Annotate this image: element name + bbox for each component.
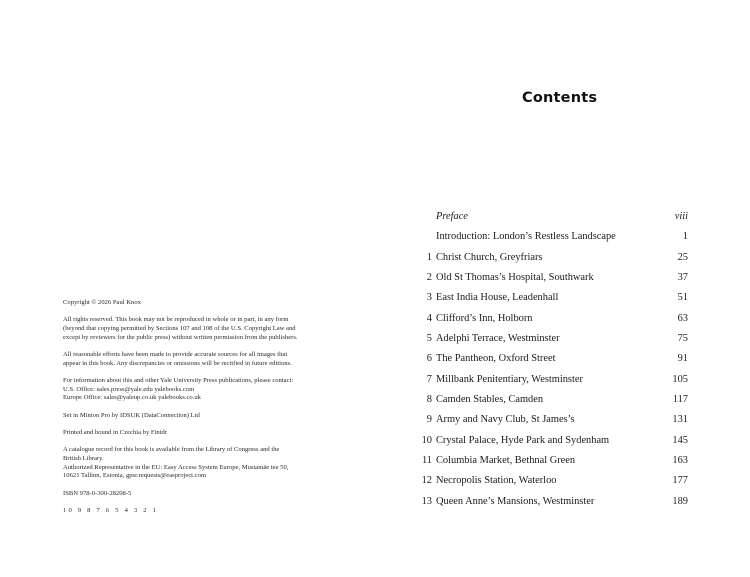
toc-entry-title: The Pantheon, Oxford Street bbox=[436, 353, 556, 365]
imprint-paragraph bbox=[63, 446, 333, 481]
imprint-line: U.S. Office: sales.press@yale.edu yalebooks.com bbox=[63, 385, 195, 393]
imprint-paragraph bbox=[63, 316, 333, 342]
toc-entry-page: 163 bbox=[672, 455, 688, 467]
toc-entry bbox=[410, 309, 688, 329]
toc-entry-page: 177 bbox=[672, 475, 688, 487]
toc-entry-page: 105 bbox=[672, 373, 688, 385]
toc-entry-number: 5 bbox=[426, 333, 432, 345]
toc-entry bbox=[410, 207, 688, 227]
imprint-line: Authorized Representative in the EU: Easy Access System Europe, Mustamäe tee 50, bbox=[63, 463, 289, 471]
imprint-paragraph bbox=[63, 377, 333, 403]
toc-entry-page: 75 bbox=[677, 333, 688, 345]
toc-entry-page: 131 bbox=[672, 414, 688, 426]
imprint-line: except by reviewers for the public press) without written permission from the publishers. bbox=[63, 333, 298, 341]
toc-entry-number: 4 bbox=[426, 312, 432, 324]
imprint-line: British Library. bbox=[63, 455, 104, 462]
toc-entry bbox=[410, 288, 688, 308]
toc-entry-page: 51 bbox=[677, 292, 688, 304]
toc-entry-title: Clifford’s Inn, Holborn bbox=[436, 312, 533, 324]
imprint-line: Europe Office: sales@yaleup.co.uk yalebooks.co.uk bbox=[63, 394, 201, 402]
toc-entry bbox=[410, 370, 688, 390]
toc-entry-title: Millbank Penitentiary, Westminster bbox=[436, 373, 583, 385]
imprint-paragraph bbox=[63, 490, 333, 499]
toc-entry-title: Columbia Market, Bethnal Green bbox=[436, 455, 576, 467]
imprint-line: All rights reserved. This book may not be reproduced in whole or in part, in any form bbox=[63, 316, 289, 324]
toc-entry bbox=[410, 248, 688, 268]
imprint-line: A catalogue record for this book is available from the Library of Congress and the bbox=[63, 446, 280, 454]
imprint-line: appear in this book. Any discrepancies or omissions will be rectified in future editions. bbox=[63, 359, 292, 367]
toc-entry-title: Crystal Palace, Hyde Park and Sydenham bbox=[436, 434, 610, 446]
toc-entry-page: 37 bbox=[677, 272, 688, 284]
toc-entry-number: 3 bbox=[426, 292, 432, 304]
imprint-line: For information about this and other Yale University Press publications, please contact: bbox=[63, 377, 294, 384]
toc-entry-page: viii bbox=[674, 211, 688, 222]
toc-entry-page: 189 bbox=[672, 495, 688, 507]
imprint-block bbox=[63, 299, 333, 524]
toc-entry bbox=[410, 410, 688, 430]
imprint-paragraph bbox=[63, 507, 333, 516]
imprint-line: (beyond that copying permitted by Sections 107 and 108 of the U.S. Copyright Law and bbox=[63, 325, 296, 332]
toc-entry bbox=[410, 431, 688, 451]
toc-entry-title: Christ Church, Greyfriars bbox=[436, 251, 543, 263]
imprint-line: Printed and bound in Czechia by Finidr bbox=[63, 429, 168, 436]
toc-entry bbox=[410, 451, 688, 471]
toc-entry-number: 9 bbox=[426, 414, 432, 426]
toc-entry-title: Camden Stables, Camden bbox=[436, 394, 544, 406]
toc-entry-page: 91 bbox=[677, 353, 688, 365]
toc-entry-title: Preface bbox=[436, 211, 468, 222]
toc-entry-title: East India House, Leadenhall bbox=[436, 292, 559, 304]
toc-entry-title: Adelphi Terrace, Westminster bbox=[436, 333, 560, 345]
imprint-line: ISBN 978-0-300-28208-5 bbox=[63, 489, 132, 497]
toc-entry-number: 1 bbox=[426, 251, 432, 263]
toc-entry bbox=[410, 390, 688, 410]
toc-entry-title: Army and Navy Club, St James’s bbox=[436, 414, 575, 426]
imprint-paragraph bbox=[63, 412, 333, 421]
toc-entry-number: 7 bbox=[426, 373, 432, 385]
toc-entry-title: Queen Anne’s Mansions, Westminster bbox=[436, 495, 595, 507]
toc-entry-number: 8 bbox=[426, 394, 432, 406]
toc-entry-page: 63 bbox=[677, 312, 688, 324]
toc-entry bbox=[410, 227, 688, 247]
toc-entry-number: 13 bbox=[421, 495, 432, 507]
toc-entry bbox=[410, 329, 688, 349]
toc-entry-number: 2 bbox=[426, 272, 432, 284]
toc-entry-number: 11 bbox=[421, 455, 432, 467]
toc-entry bbox=[410, 471, 688, 491]
imprint-paragraph bbox=[63, 429, 333, 438]
toc-entry-title: Introduction: London’s Restless Landscape bbox=[436, 231, 616, 243]
toc-entry bbox=[410, 349, 688, 369]
imprint-line: All reasonable efforts have been made to provide accurate sources for all images that bbox=[63, 351, 288, 358]
imprint-paragraph bbox=[63, 351, 333, 368]
toc-entry bbox=[410, 492, 688, 512]
toc-entry-page: 1 bbox=[682, 231, 688, 243]
imprint-line: 10621 Tallinn, Estonia, gpsr.requests@easproject.com bbox=[63, 472, 207, 480]
toc-entry-page: 25 bbox=[677, 251, 688, 263]
imprint-line: Copyright © 2026 Paul Knox bbox=[63, 299, 141, 306]
toc-entry bbox=[410, 268, 688, 288]
toc-entry-number: 10 bbox=[421, 434, 432, 446]
imprint-line: 10 9 8 7 6 5 4 3 2 1 bbox=[63, 507, 159, 514]
imprint-paragraph bbox=[63, 299, 333, 308]
imprint-line: Set in Minion Pro by IDSUK (DataConnection) Ltd bbox=[63, 411, 200, 419]
toc-entry-title: Necropolis Station, Waterloo bbox=[436, 475, 557, 487]
toc-entry-number: 6 bbox=[426, 353, 432, 365]
toc-entry-page: 117 bbox=[672, 394, 688, 406]
toc-entry-number: 12 bbox=[421, 475, 432, 487]
toc-entry-title: Old St Thomas’s Hospital, Southwark bbox=[436, 272, 594, 284]
contents-heading: Contents bbox=[522, 90, 598, 106]
toc-entry-page: 145 bbox=[672, 434, 688, 446]
table-of-contents bbox=[410, 207, 688, 512]
